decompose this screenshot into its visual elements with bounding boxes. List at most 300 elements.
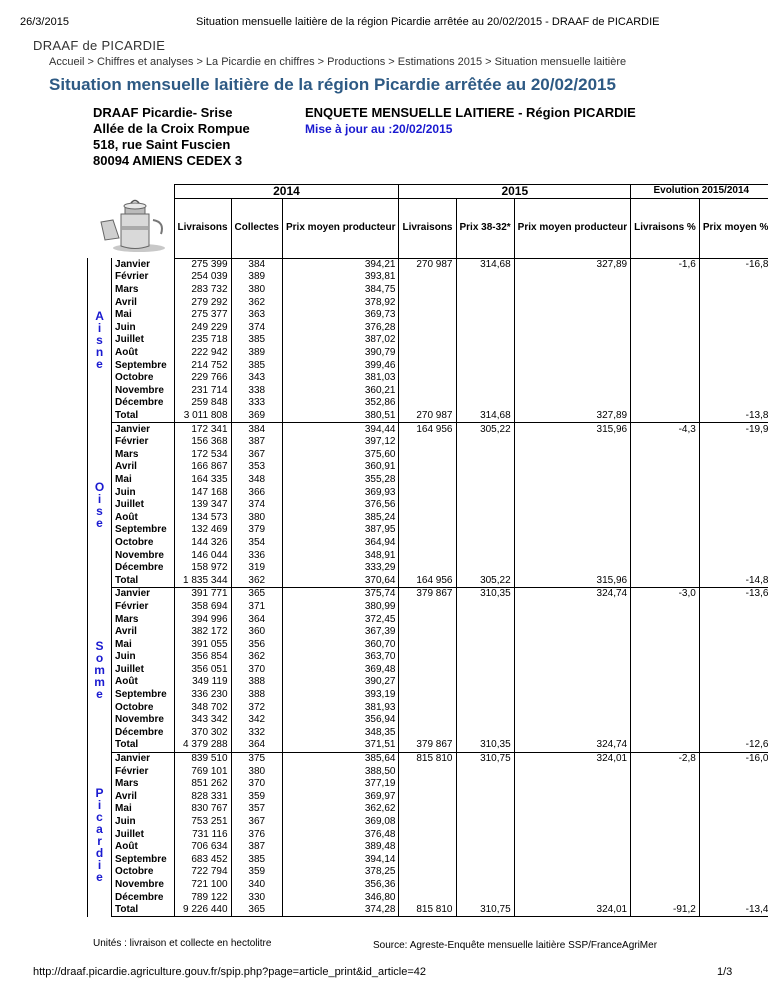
table-cell: 380: [231, 284, 282, 297]
table-cell: [399, 347, 456, 360]
table-cell: 166 867: [174, 461, 231, 474]
table-cell: [631, 410, 700, 423]
table-cell: 310,75: [456, 904, 514, 917]
month-label: Septembre: [115, 524, 167, 536]
table-cell: [699, 689, 768, 702]
month-label: Septembre: [115, 853, 167, 865]
month-label: Juillet: [115, 663, 144, 675]
table-cell: 362: [231, 574, 282, 587]
table-cell: 144 326: [174, 537, 231, 550]
table-cell: [699, 549, 768, 562]
table-cell: [456, 562, 514, 575]
table-row: [88, 284, 768, 297]
table-cell: 391 055: [174, 638, 231, 651]
table-cell: [456, 701, 514, 714]
table-cell: -13,4: [699, 904, 768, 917]
table-cell: -2,8: [631, 752, 700, 765]
table-cell: 372,45: [283, 613, 399, 626]
table-cell: [631, 271, 700, 284]
table-cell: -19,9: [699, 423, 768, 436]
table-cell: [514, 601, 630, 614]
table-cell: 164 956: [399, 574, 456, 587]
table-cell: 231 714: [174, 385, 231, 398]
table-cell: [699, 841, 768, 854]
table-cell: [456, 549, 514, 562]
table-cell: [399, 397, 456, 410]
table-cell: 385,24: [283, 511, 399, 524]
table-cell: 394,44: [283, 423, 399, 436]
table-cell: [699, 385, 768, 398]
table-cell: 283 732: [174, 284, 231, 297]
table-row: [88, 626, 768, 639]
table-cell: 381,93: [283, 701, 399, 714]
table-row: [88, 638, 768, 651]
table-cell: 389,48: [283, 841, 399, 854]
table-cell: [399, 359, 456, 372]
month-label: Décembre: [115, 891, 164, 903]
table-cell: [514, 309, 630, 322]
table-cell: 385: [231, 854, 282, 867]
table-cell: 357: [231, 803, 282, 816]
month-label: Février: [115, 765, 149, 777]
region-letter: a: [96, 821, 103, 836]
table-cell: 172 534: [174, 449, 231, 462]
table-cell: 360,21: [283, 385, 399, 398]
table-cell: [631, 613, 700, 626]
table-cell: [514, 284, 630, 297]
region-letter: c: [96, 809, 103, 824]
table-row: [88, 791, 768, 804]
year-header-row: [88, 185, 768, 199]
table-cell: [456, 841, 514, 854]
month-label: Mai: [115, 309, 132, 321]
table-cell: 324,01: [514, 752, 630, 765]
milk-can-icon: [91, 198, 171, 254]
table-cell: [399, 879, 456, 892]
table-cell: 327,89: [514, 258, 630, 271]
table-cell: 259 848: [174, 397, 231, 410]
table-cell: [514, 778, 630, 791]
table-cell: 394,21: [283, 258, 399, 271]
table-cell: 722 794: [174, 866, 231, 879]
table-row: [88, 752, 768, 765]
table-cell: 330: [231, 891, 282, 904]
table-cell: 4 379 288: [174, 739, 231, 752]
month-label: Janvier: [115, 753, 151, 765]
table-cell: [456, 651, 514, 664]
table-cell: [399, 549, 456, 562]
table-cell: 146 044: [174, 549, 231, 562]
table-row: [88, 601, 768, 614]
table-cell: [631, 322, 700, 335]
region-label: [88, 423, 112, 588]
table-cell: [699, 309, 768, 322]
table-cell: [399, 499, 456, 512]
table-cell: 369: [231, 410, 282, 423]
table-cell: [631, 486, 700, 499]
table-cell: [456, 626, 514, 639]
table-cell: [399, 474, 456, 487]
table-cell: 371: [231, 601, 282, 614]
page-url[interactable]: http://draaf.picardie.agriculture.gouv.fr/spip.php?page=article_print&id_article=42: [33, 966, 426, 978]
table-cell: [514, 791, 630, 804]
table-cell: 305,22: [456, 423, 514, 436]
table-cell: [456, 689, 514, 702]
col-collectes-2014: Collectes: [231, 198, 282, 258]
address-line: 80094 AMIENS CEDEX 3: [93, 153, 243, 168]
table-cell: 356 854: [174, 651, 231, 664]
table-cell: [456, 436, 514, 449]
month-label: Février: [115, 436, 149, 448]
table-cell: -16,0: [699, 752, 768, 765]
table-cell: [699, 879, 768, 892]
table-cell: 310,35: [456, 739, 514, 752]
table-cell: [699, 828, 768, 841]
table-cell: [399, 511, 456, 524]
month-label: Avril: [115, 626, 137, 638]
table-cell: [456, 372, 514, 385]
table-cell: [514, 524, 630, 537]
region-letter: n: [95, 345, 104, 360]
table-cell: [631, 296, 700, 309]
table-cell: [514, 816, 630, 829]
col-evol-livraisons: Livraisons %: [631, 198, 700, 258]
table-row: [88, 574, 768, 587]
table-cell: [399, 816, 456, 829]
table-cell: [631, 866, 700, 879]
table-cell: [514, 613, 630, 626]
table-cell: 388,50: [283, 765, 399, 778]
table-cell: 380,51: [283, 410, 399, 423]
table-cell: [631, 474, 700, 487]
table-cell: [699, 322, 768, 335]
table-cell: 139 347: [174, 499, 231, 512]
table-cell: [456, 359, 514, 372]
month-label: Janvier: [115, 588, 151, 600]
table-cell: [456, 537, 514, 550]
table-cell: 378,92: [283, 296, 399, 309]
table-cell: 235 718: [174, 334, 231, 347]
table-cell: [456, 385, 514, 398]
table-cell: [456, 486, 514, 499]
source-note: Source: Agreste-Enquête mensuelle laitière SSP/FranceAgriMer: [373, 940, 658, 951]
table-cell: 380,99: [283, 601, 399, 614]
table-cell: [399, 727, 456, 740]
table-cell: 753 251: [174, 816, 231, 829]
table-cell: [514, 651, 630, 664]
table-cell: [456, 765, 514, 778]
month-label: Août: [115, 841, 138, 853]
month-label: Septembre: [115, 359, 167, 371]
table-cell: 372: [231, 701, 282, 714]
table-cell: [631, 689, 700, 702]
table-row: [88, 816, 768, 829]
table-cell: [456, 828, 514, 841]
table-cell: [631, 701, 700, 714]
survey-document: [87, 104, 768, 960]
table-cell: 385: [231, 334, 282, 347]
table-cell: [699, 436, 768, 449]
table-cell: [514, 511, 630, 524]
table-cell: [631, 499, 700, 512]
table-cell: [399, 284, 456, 297]
table-cell: [631, 891, 700, 904]
table-cell: [699, 816, 768, 829]
table-cell: [399, 626, 456, 639]
table-row: [88, 803, 768, 816]
table-cell: 356,94: [283, 714, 399, 727]
milk-data-table: [87, 184, 768, 917]
table-cell: [631, 828, 700, 841]
table-cell: 338: [231, 385, 282, 398]
table-cell: -91,2: [631, 904, 700, 917]
table-cell: 353: [231, 461, 282, 474]
month-label: Mai: [115, 638, 132, 650]
table-cell: [399, 436, 456, 449]
table-cell: [514, 271, 630, 284]
table-cell: 391 771: [174, 588, 231, 601]
table-cell: [514, 854, 630, 867]
table-cell: 305,22: [456, 574, 514, 587]
table-cell: 769 101: [174, 765, 231, 778]
table-cell: 324,74: [514, 588, 630, 601]
month-label: Juillet: [115, 499, 144, 511]
month-label: Mars: [115, 613, 139, 625]
table-cell: [699, 372, 768, 385]
table-row: [88, 296, 768, 309]
table-cell: 1 835 344: [174, 574, 231, 587]
table-cell: 706 634: [174, 841, 231, 854]
table-cell: 376,28: [283, 322, 399, 335]
table-cell: [399, 854, 456, 867]
table-row: [88, 854, 768, 867]
table-cell: 828 331: [174, 791, 231, 804]
table-cell: [514, 397, 630, 410]
table-cell: 132 469: [174, 524, 231, 537]
table-cell: -12,6: [699, 739, 768, 752]
page-number: 1/3: [717, 966, 733, 978]
table-cell: [456, 601, 514, 614]
table-cell: [514, 701, 630, 714]
table-cell: [514, 727, 630, 740]
region-letter: m: [94, 662, 105, 677]
table-cell: [514, 765, 630, 778]
table-cell: 358 694: [174, 601, 231, 614]
table-cell: [456, 866, 514, 879]
table-cell: 222 942: [174, 347, 231, 360]
table-cell: 830 767: [174, 803, 231, 816]
survey-region: - Région PICARDIE: [514, 105, 636, 120]
table-cell: [699, 727, 768, 740]
table-cell: [514, 385, 630, 398]
table-cell: 365: [231, 588, 282, 601]
table-cell: [456, 271, 514, 284]
table-row: [88, 866, 768, 879]
table-cell: 381,03: [283, 372, 399, 385]
table-cell: -13,8: [699, 410, 768, 423]
table-cell: [631, 524, 700, 537]
month-label: Juin: [115, 651, 136, 663]
table-cell: 387: [231, 841, 282, 854]
month-label: Novembre: [115, 384, 164, 396]
table-cell: 370,64: [283, 574, 399, 587]
table-cell: 375: [231, 752, 282, 765]
table-row: [88, 664, 768, 677]
table-cell: [456, 638, 514, 651]
table-cell: 731 116: [174, 828, 231, 841]
table-cell: 379 867: [399, 739, 456, 752]
table-cell: [631, 803, 700, 816]
table-cell: 214 752: [174, 359, 231, 372]
table-cell: 164 956: [399, 423, 456, 436]
table-cell: [631, 791, 700, 804]
table-cell: 254 039: [174, 271, 231, 284]
table-cell: [514, 549, 630, 562]
table-cell: 387: [231, 436, 282, 449]
region-letter: i: [97, 857, 102, 872]
table-cell: 789 122: [174, 891, 231, 904]
table-cell: 374: [231, 499, 282, 512]
table-row: [88, 778, 768, 791]
table-cell: [699, 449, 768, 462]
region-letter: e: [96, 869, 103, 884]
table-cell: [456, 296, 514, 309]
address-block: [93, 105, 250, 169]
month-label: Janvier: [115, 258, 151, 270]
table-row: [88, 347, 768, 360]
table-cell: 359: [231, 791, 282, 804]
region-letter: i: [97, 797, 102, 812]
table-cell: 369,97: [283, 791, 399, 804]
month-label: Novembre: [115, 714, 164, 726]
year-2015: 2015: [399, 185, 631, 199]
table-cell: [399, 334, 456, 347]
table-cell: 375,60: [283, 449, 399, 462]
table-cell: 839 510: [174, 752, 231, 765]
table-cell: 369,48: [283, 664, 399, 677]
table-cell: [399, 385, 456, 398]
table-cell: [399, 841, 456, 854]
table-cell: [514, 486, 630, 499]
table-row: [88, 701, 768, 714]
table-cell: 376: [231, 828, 282, 841]
table-cell: 379: [231, 524, 282, 537]
site-name[interactable]: DRAAF de PICARDIE: [33, 38, 166, 53]
table-row: [88, 841, 768, 854]
table-cell: [399, 765, 456, 778]
table-cell: 343: [231, 372, 282, 385]
table-cell: 362: [231, 296, 282, 309]
table-cell: 379 867: [399, 588, 456, 601]
table-cell: [514, 714, 630, 727]
table-cell: 370 302: [174, 727, 231, 740]
table-cell: [514, 372, 630, 385]
table-row: [88, 562, 768, 575]
table-row: [88, 739, 768, 752]
table-cell: [631, 574, 700, 587]
table-row: [88, 397, 768, 410]
table-cell: [399, 449, 456, 462]
table-cell: 315,96: [514, 574, 630, 587]
region-letter: m: [94, 674, 105, 689]
table-cell: [456, 816, 514, 829]
table-cell: 360,91: [283, 461, 399, 474]
month-label: Total: [112, 739, 174, 752]
table-cell: 363,70: [283, 651, 399, 664]
table-cell: [399, 537, 456, 550]
table-cell: 333: [231, 397, 282, 410]
month-label: Août: [115, 347, 138, 359]
table-cell: 324,74: [514, 739, 630, 752]
breadcrumb[interactable]: Accueil > Chiffres et analyses > La Picardie en chiffres > Productions > Estimations 2015 > Situation mensuelle laitière: [49, 56, 627, 68]
table-row: [88, 727, 768, 740]
table-cell: [456, 791, 514, 804]
table-row: [88, 436, 768, 449]
table-cell: 374,28: [283, 904, 399, 917]
month-label: Février: [115, 271, 149, 283]
table-cell: [514, 891, 630, 904]
table-cell: 365: [231, 904, 282, 917]
table-cell: 9 226 440: [174, 904, 231, 917]
table-cell: 172 341: [174, 423, 231, 436]
table-cell: [514, 537, 630, 550]
table-cell: [514, 449, 630, 462]
table-cell: 333,29: [283, 562, 399, 575]
region-label: [88, 258, 112, 423]
table-cell: 394 996: [174, 613, 231, 626]
region-letter: e: [96, 516, 103, 531]
table-cell: 327,89: [514, 410, 630, 423]
table-cell: [399, 613, 456, 626]
milk-can-cell: [88, 198, 175, 258]
table-cell: [631, 727, 700, 740]
table-cell: [456, 803, 514, 816]
table-cell: [631, 651, 700, 664]
table-cell: [399, 322, 456, 335]
month-label: Décembre: [115, 397, 164, 409]
table-cell: [631, 626, 700, 639]
region-letter: O: [94, 480, 105, 495]
table-cell: [456, 334, 514, 347]
table-cell: 389: [231, 271, 282, 284]
table-cell: 319: [231, 562, 282, 575]
month-label: Février: [115, 600, 149, 612]
table-cell: 366: [231, 486, 282, 499]
region-letter: i: [97, 492, 102, 507]
table-cell: 389: [231, 347, 282, 360]
table-cell: [631, 778, 700, 791]
table-cell: [456, 727, 514, 740]
table-cell: [699, 891, 768, 904]
month-label: Octobre: [115, 866, 154, 878]
table-row: [88, 449, 768, 462]
month-label: Septembre: [115, 689, 167, 701]
region-label: [88, 752, 112, 917]
table-cell: 371,51: [283, 739, 399, 752]
address-line: 518, rue Saint Fuscien: [93, 137, 231, 152]
month-label: Avril: [115, 296, 137, 308]
table-cell: [699, 664, 768, 677]
table-cell: 158 972: [174, 562, 231, 575]
table-cell: 385,64: [283, 752, 399, 765]
region-label: [88, 588, 112, 753]
table-cell: 336: [231, 549, 282, 562]
table-cell: 384: [231, 258, 282, 271]
table-cell: 399,46: [283, 359, 399, 372]
table-cell: 314,68: [456, 258, 514, 271]
table-cell: 393,81: [283, 271, 399, 284]
region-letter: d: [95, 845, 104, 860]
